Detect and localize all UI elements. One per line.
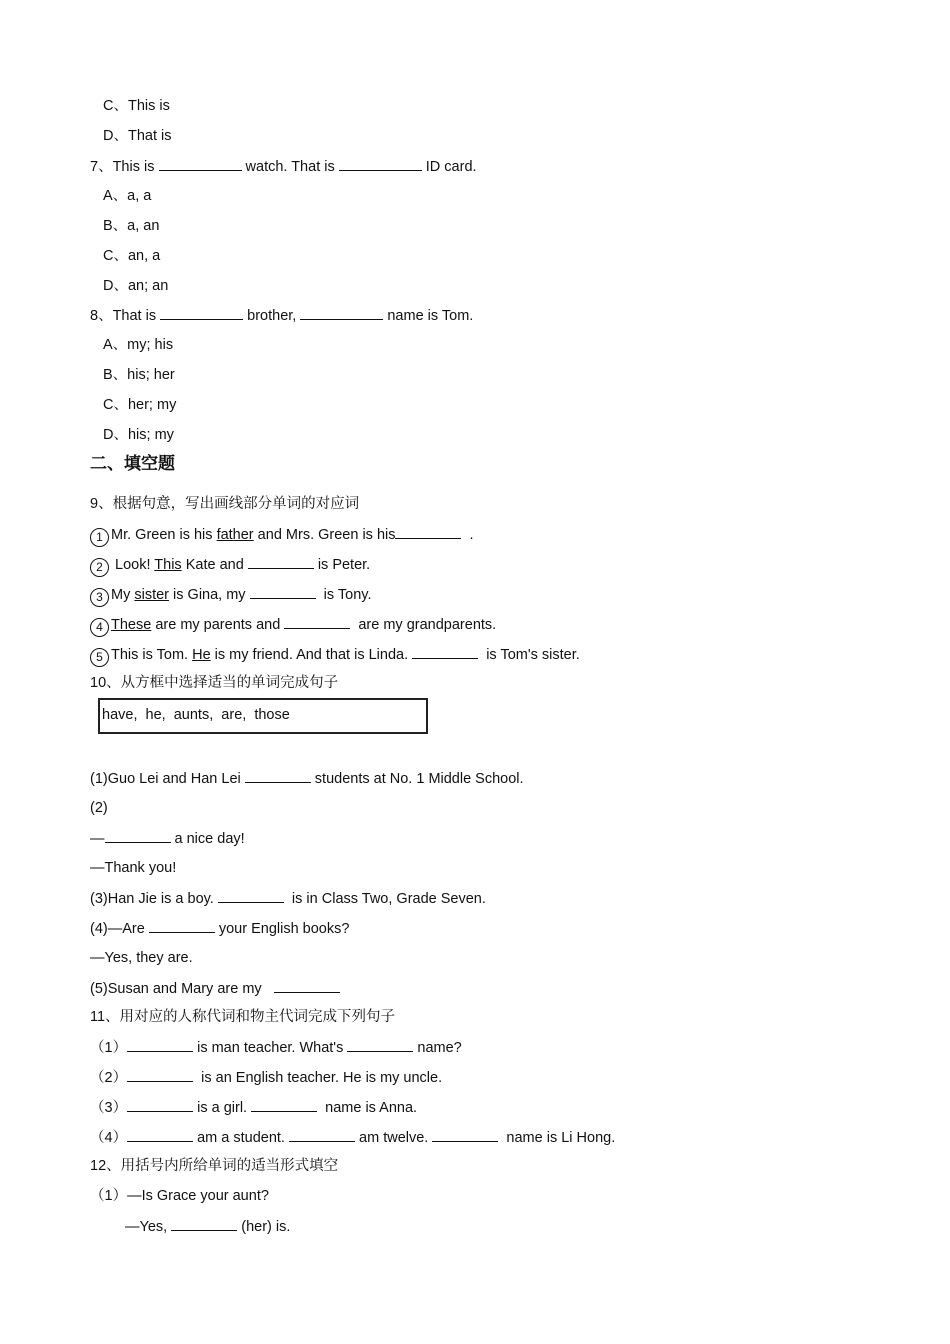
circled-number: 3 <box>90 588 109 607</box>
q9-item-4-text: are my parents and <box>151 617 285 633</box>
q9-item-5 <box>90 644 580 667</box>
q10-sentence-2-reply: —Thank you! <box>90 860 177 876</box>
q9-title: 9、根据句意，写出画线部分单词的对应词 <box>90 496 360 512</box>
q8-text-2: brother, <box>243 308 301 324</box>
q10-sentence-2-label: (2) <box>90 800 108 816</box>
section-heading: 二、填空题 <box>90 454 175 473</box>
q11-text: is an English teacher. He is my uncle. <box>193 1070 443 1086</box>
q9-item-2-text: is Peter. <box>313 557 371 573</box>
answer-blank[interactable] <box>339 156 422 171</box>
q10-text: (3)Han Jie is a boy. <box>90 891 218 907</box>
q9-item-3 <box>90 584 371 607</box>
answer-blank[interactable] <box>171 1216 237 1231</box>
q10-sentence-4-reply: —Yes, they are. <box>90 950 193 966</box>
q10-sentence-5 <box>90 978 340 999</box>
q10-text: your English books? <box>214 921 350 937</box>
q11-sentence-4 <box>90 1127 615 1148</box>
q9-item-5-text: This is Tom. <box>111 647 193 663</box>
q7-option-c: C、an, a <box>103 248 161 264</box>
q11-sentence-1 <box>90 1037 462 1058</box>
q7-text-2: watch. That is <box>241 159 339 175</box>
q9-item-3-text: is Gina, my <box>169 587 250 603</box>
q10-sentence-1 <box>90 768 524 789</box>
answer-blank[interactable] <box>251 1097 317 1112</box>
q11-text: （4） <box>90 1130 128 1146</box>
q11-text: （1） <box>90 1040 128 1056</box>
q10-text: a nice day! <box>170 831 245 847</box>
circled-number: 5 <box>90 648 109 667</box>
answer-blank[interactable] <box>412 644 478 659</box>
q10-sentence-4 <box>90 918 349 939</box>
circled-number: 1 <box>90 528 109 547</box>
q7-option-b: B、a, an <box>103 218 160 234</box>
word-bank-text: have, he, aunts, are, those <box>102 707 290 723</box>
answer-blank[interactable] <box>250 584 316 599</box>
answer-blank[interactable] <box>300 305 383 320</box>
underlined-word: He <box>192 647 211 663</box>
underlined-word: This <box>154 557 182 573</box>
q12-sentence-1: （1）—Is Grace your aunt? <box>90 1188 269 1204</box>
q8-text-3: name is Tom. <box>383 308 474 324</box>
q11-text: name? <box>413 1040 462 1056</box>
q7-option-d: D、an; an <box>103 278 169 294</box>
answer-blank[interactable] <box>160 305 243 320</box>
q11-text: am twelve. <box>355 1130 433 1146</box>
q11-sentence-3 <box>90 1097 417 1118</box>
q8-stem <box>90 305 473 326</box>
q6-option-c: C、This is <box>103 98 170 114</box>
answer-blank[interactable] <box>127 1067 193 1082</box>
q10-text: (5)Susan and Mary are my <box>90 981 274 997</box>
q7-text-3: ID card. <box>421 159 477 175</box>
q10-sentence-3 <box>90 888 486 909</box>
q9-item-1-text: and Mrs. Green is his <box>253 527 396 543</box>
answer-blank[interactable] <box>284 614 350 629</box>
answer-blank[interactable] <box>274 978 340 993</box>
q9-item-5-text: is my friend. And that is Linda. <box>210 647 413 663</box>
q8-option-d: D、his; my <box>103 427 174 443</box>
q9-item-5-text: is Tom's sister. <box>478 647 580 663</box>
underlined-word: father <box>216 527 254 543</box>
q9-item-1-text: Mr. Green is his <box>111 527 217 543</box>
q11-text: （2） <box>90 1070 128 1086</box>
answer-blank[interactable] <box>289 1127 355 1142</box>
q9-item-2 <box>90 554 370 577</box>
q12-text: (her) is. <box>237 1219 291 1235</box>
q10-text: (4)—Are <box>90 921 149 937</box>
q10-sentence-2 <box>90 828 245 849</box>
answer-blank[interactable] <box>248 554 314 569</box>
answer-blank[interactable] <box>127 1037 193 1052</box>
answer-blank[interactable] <box>245 768 311 783</box>
answer-blank[interactable] <box>105 828 171 843</box>
q9-item-2-text: Look! <box>111 557 155 573</box>
q7-text-1: 7、This is <box>90 159 159 175</box>
q9-item-3-text: My <box>111 587 135 603</box>
q9-item-4 <box>90 614 496 637</box>
q7-stem <box>90 156 477 177</box>
q11-text: is man teacher. What's <box>193 1040 348 1056</box>
q10-text: (1)Guo Lei and Han Lei <box>90 771 245 787</box>
q6-option-d: D、That is <box>103 128 172 144</box>
answer-blank[interactable] <box>432 1127 498 1142</box>
underlined-word: sister <box>134 587 170 603</box>
underlined-word: These <box>111 617 152 633</box>
answer-blank[interactable] <box>149 918 215 933</box>
q8-option-c: C、her; my <box>103 397 177 413</box>
word-bank-box <box>98 698 428 734</box>
answer-blank[interactable] <box>127 1097 193 1112</box>
answer-blank[interactable] <box>395 524 461 539</box>
q11-text: （3） <box>90 1100 128 1116</box>
q11-sentence-2 <box>90 1067 442 1088</box>
q10-title: 10、从方框中选择适当的单词完成句子 <box>90 675 339 691</box>
circled-number: 2 <box>90 558 109 577</box>
q9-item-1 <box>90 524 474 547</box>
answer-blank[interactable] <box>218 888 284 903</box>
q11-text: is a girl. <box>193 1100 252 1116</box>
q12-title: 12、用括号内所给单词的适当形式填空 <box>90 1158 339 1174</box>
answer-blank[interactable] <box>159 156 242 171</box>
q11-text: name is Anna. <box>317 1100 418 1116</box>
q9-item-1-text: . <box>461 527 474 543</box>
q11-text: am a student. <box>193 1130 289 1146</box>
q9-item-4-text: are my grandparents. <box>350 617 497 633</box>
q12-text: —Yes, <box>125 1219 172 1235</box>
q11-text: name is Li Hong. <box>498 1130 616 1146</box>
q8-text-1: 8、That is <box>90 308 161 324</box>
q11-title: 11、用对应的人称代词和物主代词完成下列句子 <box>90 1009 396 1025</box>
q9-item-3-text: is Tony. <box>315 587 372 603</box>
answer-blank[interactable] <box>127 1127 193 1142</box>
q8-option-a: A、my; his <box>103 337 174 353</box>
answer-blank[interactable] <box>347 1037 413 1052</box>
q10-text: — <box>90 831 105 847</box>
q12-sentence-1-reply <box>125 1216 290 1237</box>
q10-text: is in Class Two, Grade Seven. <box>283 891 486 907</box>
q7-option-a: A、a, a <box>103 188 152 204</box>
q10-text: students at No. 1 Middle School. <box>310 771 524 787</box>
q8-option-b: B、his; her <box>103 367 175 383</box>
q9-item-2-text: Kate and <box>181 557 248 573</box>
circled-number: 4 <box>90 618 109 637</box>
